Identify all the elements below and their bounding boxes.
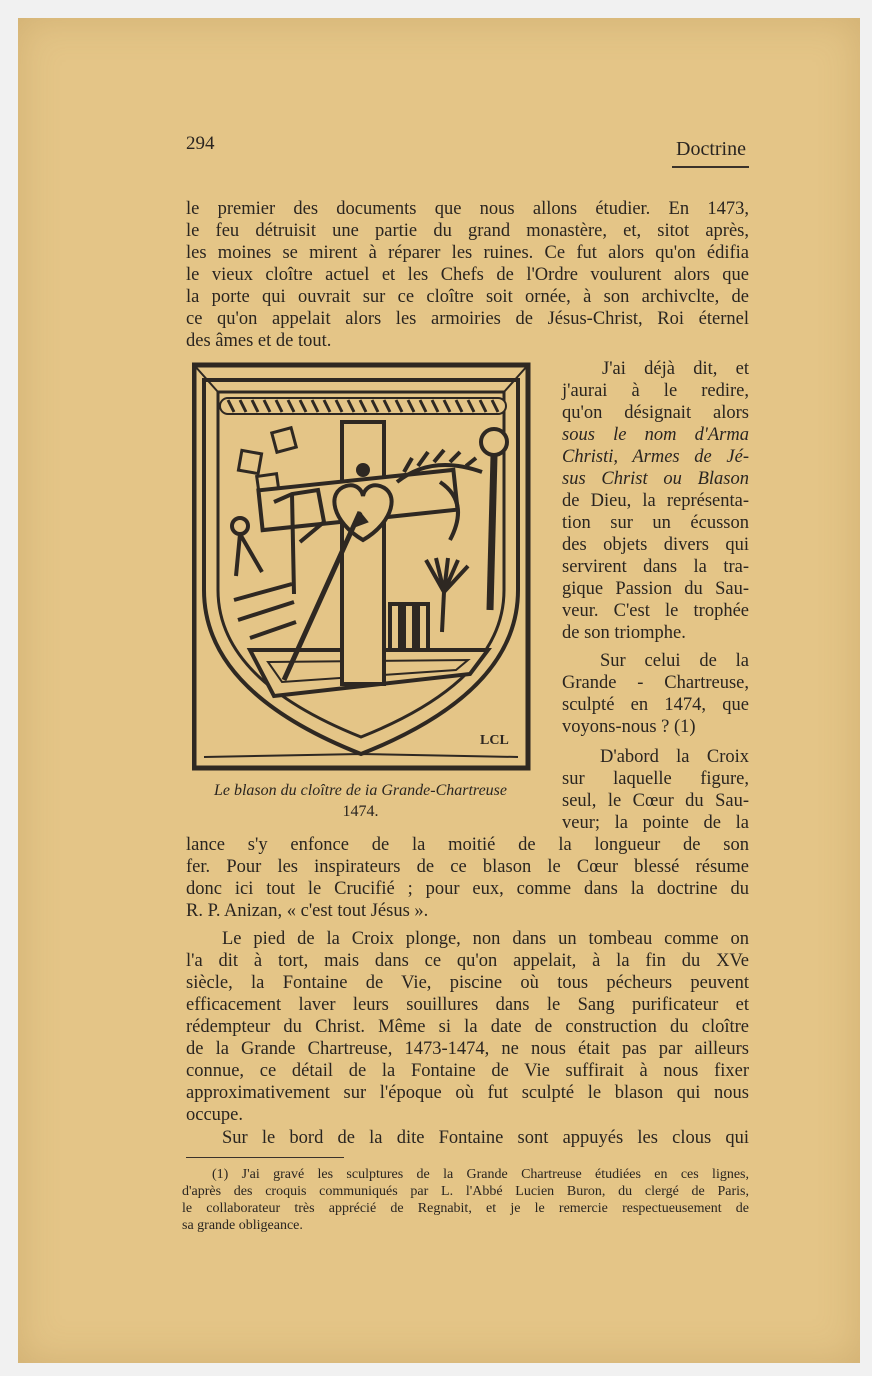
text-line: des âmes et de tout. [186,331,332,351]
text-line: R. P. Anizan, « c'est tout Jésus ». [186,901,429,921]
footnote-line: le collaborateur très apprécié de Regnabit, et je le remercie respectueusement de [182,1201,749,1216]
text-line: veur. C'est le trophée [562,601,749,621]
text-line: Sur le bord de la dite Fontaine sont appuyés les clous qui [222,1128,749,1148]
footnote-line: (1) J'ai gravé les sculptures de la Grande Chartreuse étudiées en ces lignes, [212,1167,749,1182]
text-line: Grande - Chartreuse, [562,673,749,693]
footnote-rule [186,1157,344,1158]
text-line: gique Passion du Sau- [562,579,749,599]
text-line: le feu détruisit une partie du grand monastère, et, sitot après, [186,221,749,241]
text-line: Le pied de la Croix plonge, non dans un tombeau comme on [222,929,749,949]
scourge-icon [426,558,468,632]
coat-of-arms-engraving [192,362,532,772]
text-line: connue, ce détail de la Fontaine de Vie suffirait à nous fixer [186,1061,749,1081]
text-line: de son triomphe. [562,623,686,643]
figure-caption [188,780,533,822]
text-line: l'a dit à tort, mais dans ce qu'on appelait, à la fin du XVe [186,951,749,971]
text-line: occupe. [186,1105,244,1125]
page-number: 294 [186,133,215,154]
cord-icon [220,398,506,414]
text-line: D'abord la Croix [600,747,749,767]
text-line: approximativement sur l'époque où fut sculpté le blason qui nous [186,1083,749,1103]
figure-caption-title: Le blason du cloître de ia Grande-Chartreuse [213,782,507,799]
text-line: Sur celui de la [600,651,749,671]
text-line: seul, le Cœur du Sau- [562,791,749,811]
footnote-line: sa grande obligeance. [182,1218,303,1233]
text-line: le vieux cloître actuel et les Chefs de l'Ordre voulurent alors que [186,265,749,285]
footnote-line: d'après des croquis communiqués par L. l'Abbé Lucien Buron, du clergé de Paris, [182,1184,749,1199]
engraver-monogram: LCL [480,733,509,748]
text-line: sculpté en 1474, que [562,695,749,715]
text-line: veur; la pointe de la [562,813,749,833]
running-title: Doctrine [676,138,746,160]
text-line: sous le nom d'Arma [562,425,749,445]
text-line: fer. Pour les inspirateurs de ce blason le Cœur blessé résume [186,857,749,877]
text-line: sur laquelle figure, [562,769,749,789]
text-line: j'aurai à le redire, [562,381,749,401]
text-line: rédempteur du Christ. Même si la date de construction du cloître [186,1017,749,1037]
text-line: les moines se mirent à réparer les ruines. Ce fut alors qu'on édifia [186,243,749,263]
text-line: servirent dans la tra- [562,557,749,577]
text-line: efficacement laver leurs souillures dans le Sang purificateur et [186,995,749,1015]
text-line: de Dieu, la représenta- [562,491,749,511]
text-line: sus Christ ou Blason [562,469,749,489]
text-line: qu'on désignait alors [562,403,749,423]
figure-caption-year: 1474. [342,803,379,820]
text-line: siècle, la Fontaine de Vie, piscine où tous pécheurs peuvent [186,973,749,993]
text-line: le premier des documents que nous allons étudier. En 1473, [186,199,749,219]
text-line: de la Grande Chartreuse, 1473-1474, ne nous était pas par ailleurs [186,1039,749,1059]
nails-icon [390,604,428,650]
text-line: voyons-nous ? (1) [562,717,696,737]
text-line: lance s'y enfonce de la moitié de la longueur de son [186,835,749,855]
running-title-rule [672,166,749,168]
text-line: Christi, Armes de Jé- [562,447,749,467]
text-line: J'ai déjà dit, et [602,359,749,379]
text-line: tion sur un écusson [562,513,749,533]
text-line: ce qu'on appelait alors les armoiries de Jésus-Christ, Roi éternel [186,309,749,329]
text-line: des objets divers qui [562,535,749,555]
text-line: la porte qui ouvrait sur ce cloître soit ornée, à son archivclte, de [186,287,749,307]
text-line: donc ici tout le Crucifié ; pour eux, comme dans la doctrine du [186,879,749,899]
